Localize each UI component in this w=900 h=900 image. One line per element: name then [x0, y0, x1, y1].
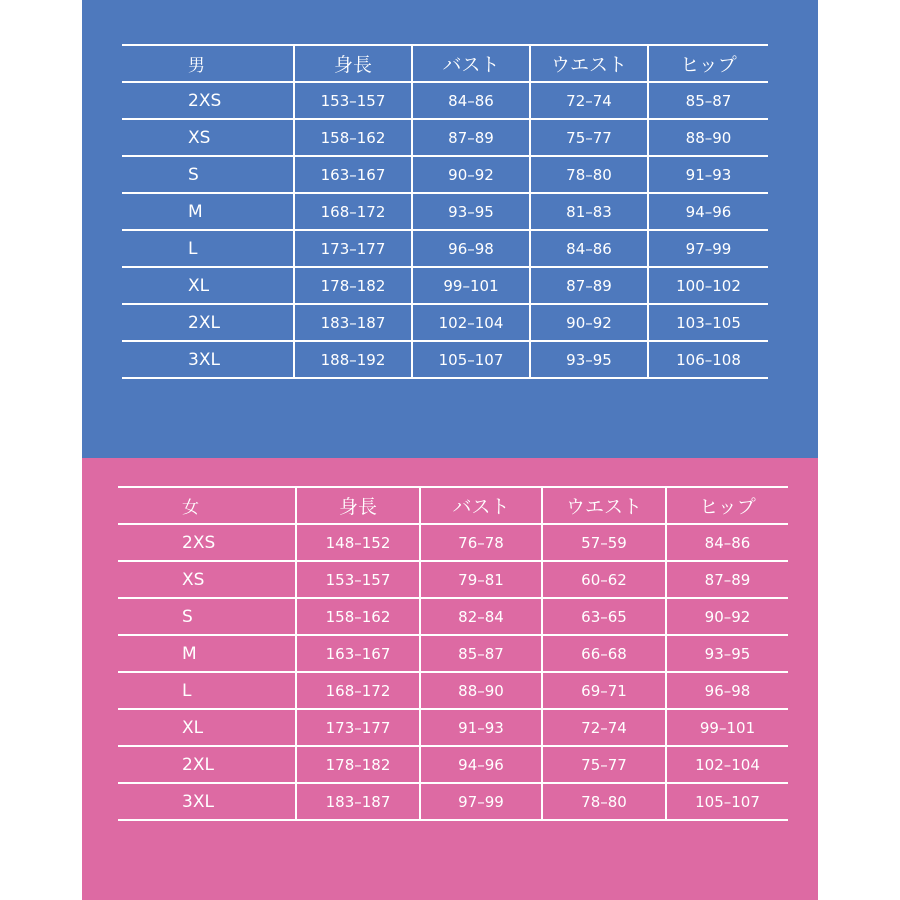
bust-cell: 91–93	[420, 709, 542, 746]
waist-cell: 72–74	[542, 709, 666, 746]
bust-cell: 90–92	[412, 156, 530, 193]
men-size-panel	[82, 0, 818, 458]
size-cell: M	[122, 193, 294, 230]
hip-cell: 102–104	[666, 746, 788, 783]
men-size-table	[122, 44, 768, 379]
size-cell: 3XL	[122, 341, 294, 378]
bust-cell: 97–99	[420, 783, 542, 820]
hip-cell: 90–92	[666, 598, 788, 635]
height-cell: 188–192	[294, 341, 412, 378]
table-row	[118, 672, 788, 709]
hip-cell: 87–89	[666, 561, 788, 598]
bust-cell: 76–78	[420, 524, 542, 561]
size-cell: 3XL	[118, 783, 296, 820]
hip-cell: 106–108	[648, 341, 768, 378]
bust-cell: 94–96	[420, 746, 542, 783]
waist-cell: 69–71	[542, 672, 666, 709]
size-cell: 2XS	[122, 82, 294, 119]
hip-cell: 88–90	[648, 119, 768, 156]
height-cell: 148–152	[296, 524, 420, 561]
bust-cell: 85–87	[420, 635, 542, 672]
height-cell: 158–162	[296, 598, 420, 635]
hip-cell: 100–102	[648, 267, 768, 304]
table-row	[122, 156, 768, 193]
table-row	[118, 746, 788, 783]
table-row	[122, 230, 768, 267]
women-size-panel	[82, 458, 818, 900]
size-cell: XS	[118, 561, 296, 598]
men-header-row	[122, 45, 768, 82]
women-header-hip: ヒップ	[666, 487, 788, 524]
height-cell: 153–157	[294, 82, 412, 119]
size-cell: XS	[122, 119, 294, 156]
women-header-bust: バスト	[420, 487, 542, 524]
waist-cell: 75–77	[530, 119, 648, 156]
women-header-row	[118, 487, 788, 524]
waist-cell: 93–95	[530, 341, 648, 378]
height-cell: 183–187	[294, 304, 412, 341]
hip-cell: 99–101	[666, 709, 788, 746]
size-cell: 2XL	[122, 304, 294, 341]
height-cell: 178–182	[294, 267, 412, 304]
bust-cell: 88–90	[420, 672, 542, 709]
size-cell: XL	[122, 267, 294, 304]
bust-cell: 87–89	[412, 119, 530, 156]
men-header-bust: バスト	[412, 45, 530, 82]
height-cell: 158–162	[294, 119, 412, 156]
table-row	[118, 561, 788, 598]
hip-cell: 91–93	[648, 156, 768, 193]
waist-cell: 63–65	[542, 598, 666, 635]
size-cell: L	[118, 672, 296, 709]
hip-cell: 94–96	[648, 193, 768, 230]
waist-cell: 60–62	[542, 561, 666, 598]
table-row	[122, 193, 768, 230]
men-header-gender: 男	[122, 45, 294, 82]
bust-cell: 79–81	[420, 561, 542, 598]
men-header-waist: ウエスト	[530, 45, 648, 82]
size-cell: M	[118, 635, 296, 672]
men-header-height: 身長	[294, 45, 412, 82]
waist-cell: 66–68	[542, 635, 666, 672]
waist-cell: 90–92	[530, 304, 648, 341]
waist-cell: 81–83	[530, 193, 648, 230]
hip-cell: 103–105	[648, 304, 768, 341]
size-cell: XL	[118, 709, 296, 746]
women-header-waist: ウエスト	[542, 487, 666, 524]
women-header-height: 身長	[296, 487, 420, 524]
height-cell: 173–177	[294, 230, 412, 267]
waist-cell: 84–86	[530, 230, 648, 267]
height-cell: 153–157	[296, 561, 420, 598]
height-cell: 168–172	[296, 672, 420, 709]
women-size-table	[118, 486, 788, 821]
table-row	[118, 783, 788, 820]
size-cell: S	[118, 598, 296, 635]
height-cell: 178–182	[296, 746, 420, 783]
table-row	[118, 524, 788, 561]
height-cell: 183–187	[296, 783, 420, 820]
hip-cell: 93–95	[666, 635, 788, 672]
size-cell: L	[122, 230, 294, 267]
waist-cell: 72–74	[530, 82, 648, 119]
height-cell: 173–177	[296, 709, 420, 746]
table-row	[122, 304, 768, 341]
hip-cell: 97–99	[648, 230, 768, 267]
table-row	[118, 635, 788, 672]
bust-cell: 99–101	[412, 267, 530, 304]
table-row	[122, 82, 768, 119]
hip-cell: 84–86	[666, 524, 788, 561]
hip-cell: 85–87	[648, 82, 768, 119]
waist-cell: 75–77	[542, 746, 666, 783]
waist-cell: 78–80	[530, 156, 648, 193]
size-cell: 2XS	[118, 524, 296, 561]
bust-cell: 84–86	[412, 82, 530, 119]
waist-cell: 78–80	[542, 783, 666, 820]
bust-cell: 102–104	[412, 304, 530, 341]
bust-cell: 82–84	[420, 598, 542, 635]
hip-cell: 96–98	[666, 672, 788, 709]
height-cell: 163–167	[294, 156, 412, 193]
waist-cell: 57–59	[542, 524, 666, 561]
table-row	[122, 267, 768, 304]
height-cell: 168–172	[294, 193, 412, 230]
table-row	[118, 598, 788, 635]
men-header-hip: ヒップ	[648, 45, 768, 82]
bust-cell: 96–98	[412, 230, 530, 267]
women-header-gender: 女	[118, 487, 296, 524]
size-cell: S	[122, 156, 294, 193]
bust-cell: 105–107	[412, 341, 530, 378]
table-row	[122, 341, 768, 378]
height-cell: 163–167	[296, 635, 420, 672]
size-cell: 2XL	[118, 746, 296, 783]
hip-cell: 105–107	[666, 783, 788, 820]
table-row	[122, 119, 768, 156]
waist-cell: 87–89	[530, 267, 648, 304]
table-row	[118, 709, 788, 746]
bust-cell: 93–95	[412, 193, 530, 230]
